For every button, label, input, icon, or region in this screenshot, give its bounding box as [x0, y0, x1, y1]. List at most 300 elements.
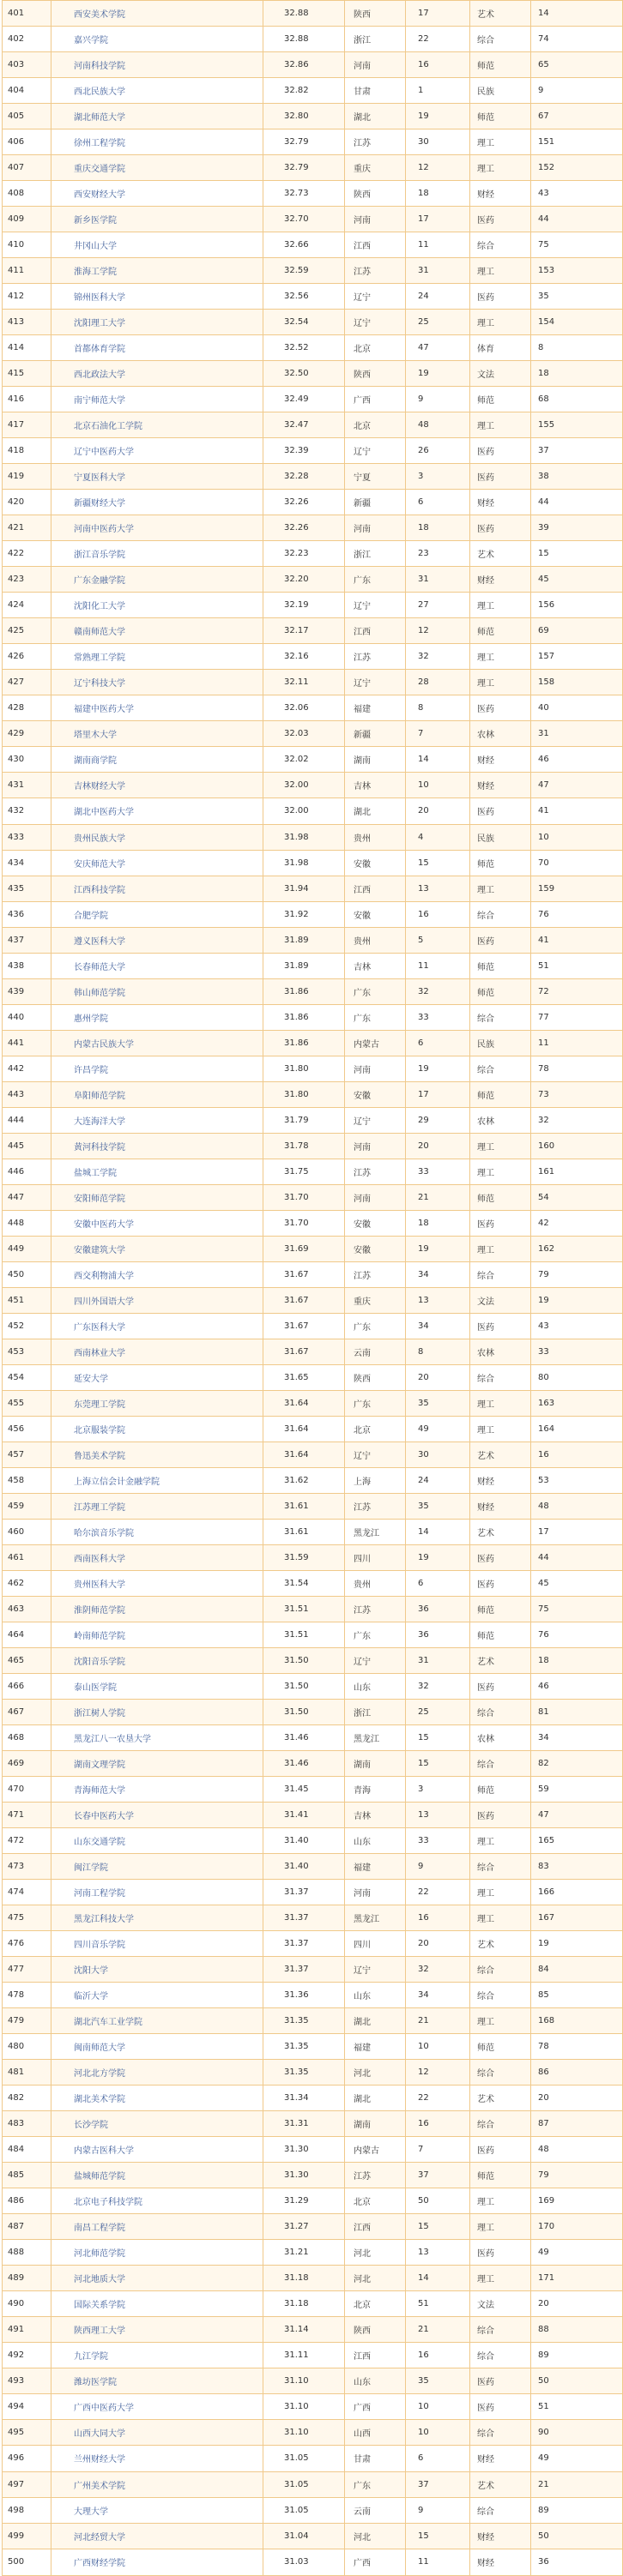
- table-row: [3, 2214, 623, 2240]
- category-rank-cell: 11: [531, 1030, 623, 1056]
- university-name-cell[interactable]: 河南工程学院: [51, 1880, 263, 1905]
- university-name-cell[interactable]: 哈尔滨音乐学院: [51, 1519, 263, 1544]
- score-cell: 32.26: [263, 490, 345, 515]
- province-cell: 山西: [345, 2420, 406, 2446]
- province-rank-cell: 32: [406, 978, 470, 1004]
- table-row: [3, 2317, 623, 2343]
- province-cell: 山东: [345, 1983, 406, 2008]
- university-name-cell[interactable]: 许昌学院: [51, 1056, 263, 1081]
- university-name-cell[interactable]: 大理大学: [51, 2497, 263, 2523]
- score-cell: 31.67: [263, 1261, 345, 1287]
- rank-cell: 459: [3, 1493, 51, 1519]
- university-name-cell[interactable]: 新疆财经大学: [51, 490, 263, 515]
- category-rank-cell: 20: [531, 2085, 623, 2111]
- table-row: [3, 1416, 623, 1441]
- province-cell: 辽宁: [345, 1107, 406, 1133]
- table-row: [3, 104, 623, 129]
- score-cell: 31.40: [263, 1854, 345, 1880]
- university-name-cell[interactable]: 井冈山大学: [51, 232, 263, 258]
- category-cell: 农林: [470, 1107, 531, 1133]
- table-row: [3, 1030, 623, 1056]
- score-cell: 31.92: [263, 901, 345, 927]
- university-name-cell[interactable]: 南宁师范大学: [51, 387, 263, 412]
- category-rank-cell: 19: [531, 1931, 623, 1957]
- university-name-cell[interactable]: 广西中医药大学: [51, 2394, 263, 2420]
- university-name-cell[interactable]: 西安美术学院: [51, 1, 263, 27]
- university-name-cell[interactable]: 西交利物浦大学: [51, 1261, 263, 1287]
- university-name-cell[interactable]: 闽南师范大学: [51, 2034, 263, 2060]
- province-rank-cell: 1: [406, 78, 470, 104]
- university-name-cell[interactable]: 广州美术学院: [51, 2471, 263, 2497]
- university-name-cell[interactable]: 常熟理工学院: [51, 644, 263, 670]
- province-rank-cell: 13: [406, 876, 470, 901]
- score-cell: 31.46: [263, 1725, 345, 1751]
- province-rank-cell: 11: [406, 2549, 470, 2575]
- university-name-cell[interactable]: 吉林财经大学: [51, 773, 263, 798]
- table-row: [3, 2060, 623, 2085]
- university-name-cell[interactable]: 黄河科技学院: [51, 1133, 263, 1159]
- category-rank-cell: 67: [531, 104, 623, 129]
- table-row: [3, 464, 623, 490]
- university-name-cell[interactable]: 新乡医学院: [51, 207, 263, 232]
- category-cell: 医药: [470, 1544, 531, 1570]
- university-name-cell[interactable]: 山西大同大学: [51, 2420, 263, 2446]
- rank-cell: 415: [3, 361, 51, 387]
- rank-cell: 406: [3, 129, 51, 155]
- university-name-cell[interactable]: 山东交通学院: [51, 1828, 263, 1854]
- university-name-cell[interactable]: 闽江学院: [51, 1854, 263, 1880]
- university-name-cell[interactable]: 青海师范大学: [51, 1777, 263, 1803]
- university-name-cell[interactable]: 兰州财经大学: [51, 2446, 263, 2471]
- category-rank-cell: 73: [531, 1081, 623, 1107]
- category-rank-cell: 19: [531, 1287, 623, 1313]
- university-name-cell[interactable]: 宁夏医科大学: [51, 464, 263, 490]
- university-name-cell[interactable]: 北京电子科技学院: [51, 2188, 263, 2214]
- category-rank-cell: 90: [531, 2420, 623, 2446]
- province-rank-cell: 35: [406, 2368, 470, 2394]
- province-cell: 甘肃: [345, 2446, 406, 2471]
- university-name-cell[interactable]: 塔里木大学: [51, 721, 263, 747]
- category-cell: 师范: [470, 953, 531, 978]
- score-cell: 31.31: [263, 2111, 345, 2137]
- category-cell: 理工: [470, 593, 531, 618]
- university-name-cell[interactable]: 岭南师范学院: [51, 1622, 263, 1647]
- category-cell: 理工: [470, 1416, 531, 1441]
- university-name-cell[interactable]: 北京石油化工学院: [51, 412, 263, 438]
- university-name-cell[interactable]: 南昌工程学院: [51, 2214, 263, 2240]
- university-name-cell[interactable]: 嘉兴学院: [51, 27, 263, 52]
- university-name-cell[interactable]: 韩山师范学院: [51, 978, 263, 1004]
- rank-cell: 404: [3, 78, 51, 104]
- university-name-cell[interactable]: 广西财经学院: [51, 2549, 263, 2575]
- rank-cell: 499: [3, 2523, 51, 2549]
- category-rank-cell: 18: [531, 1648, 623, 1674]
- university-name-cell[interactable]: 湖北汽车工业学院: [51, 2008, 263, 2034]
- university-name-cell[interactable]: 四川音乐学院: [51, 1931, 263, 1957]
- province-cell: 湖北: [345, 2085, 406, 2111]
- category-cell: 综合: [470, 1056, 531, 1081]
- rank-cell: 447: [3, 1184, 51, 1210]
- rank-cell: 441: [3, 1030, 51, 1056]
- university-name-cell[interactable]: 湖南文理学院: [51, 1751, 263, 1777]
- table-row: [3, 876, 623, 901]
- rank-cell: 500: [3, 2549, 51, 2575]
- university-name-cell[interactable]: 东莞理工学院: [51, 1390, 263, 1416]
- province-cell: 福建: [345, 2034, 406, 2060]
- table-row: [3, 1803, 623, 1828]
- category-cell: 农林: [470, 1725, 531, 1751]
- university-name-cell[interactable]: 赣南师范大学: [51, 618, 263, 644]
- university-name-cell[interactable]: 徐州工程学院: [51, 129, 263, 155]
- table-row: [3, 721, 623, 747]
- rank-cell: 479: [3, 2008, 51, 2034]
- university-name-cell[interactable]: 安庆师范大学: [51, 850, 263, 876]
- category-rank-cell: 89: [531, 2497, 623, 2523]
- province-rank-cell: 14: [406, 747, 470, 773]
- university-name-cell[interactable]: 内蒙古民族大学: [51, 1030, 263, 1056]
- university-name-cell[interactable]: 贵州民族大学: [51, 824, 263, 850]
- table-row: [3, 181, 623, 207]
- category-cell: 师范: [470, 387, 531, 412]
- category-rank-cell: 51: [531, 953, 623, 978]
- province-rank-cell: 9: [406, 387, 470, 412]
- province-cell: 陕西: [345, 1, 406, 27]
- university-name-cell[interactable]: 西安财经大学: [51, 181, 263, 207]
- category-rank-cell: 76: [531, 1622, 623, 1647]
- table-row: [3, 2291, 623, 2317]
- province-rank-cell: 3: [406, 1777, 470, 1803]
- table-row: [3, 1339, 623, 1364]
- university-name-cell[interactable]: 国际关系学院: [51, 2291, 263, 2317]
- category-rank-cell: 162: [531, 1236, 623, 1261]
- category-rank-cell: 74: [531, 27, 623, 52]
- category-rank-cell: 79: [531, 1261, 623, 1287]
- university-name-cell[interactable]: 阜阳师范学院: [51, 1081, 263, 1107]
- province-rank-cell: 7: [406, 2137, 470, 2163]
- score-cell: 31.05: [263, 2497, 345, 2523]
- category-cell: 医药: [470, 438, 531, 464]
- category-cell: 综合: [470, 1261, 531, 1287]
- province-rank-cell: 6: [406, 490, 470, 515]
- university-name-cell[interactable]: 河南中医药大学: [51, 515, 263, 541]
- category-cell: 理工: [470, 2008, 531, 2034]
- university-name-cell[interactable]: 黑龙江科技大学: [51, 1905, 263, 1931]
- province-rank-cell: 6: [406, 1030, 470, 1056]
- category-rank-cell: 38: [531, 464, 623, 490]
- university-name-cell[interactable]: 九江学院: [51, 2343, 263, 2368]
- score-cell: 31.75: [263, 1159, 345, 1184]
- rank-cell: 442: [3, 1056, 51, 1081]
- rank-cell: 488: [3, 2240, 51, 2266]
- university-name-cell[interactable]: 长春中医药大学: [51, 1803, 263, 1828]
- category-cell: 理工: [470, 1236, 531, 1261]
- university-name-cell[interactable]: 安徽中医药大学: [51, 1210, 263, 1236]
- university-name-cell[interactable]: 安阳师范学院: [51, 1184, 263, 1210]
- university-name-cell[interactable]: 遵义医科大学: [51, 927, 263, 953]
- university-name-cell[interactable]: 沈阳化工大学: [51, 593, 263, 618]
- university-name-cell[interactable]: 沈阳音乐学院: [51, 1648, 263, 1674]
- university-name-cell[interactable]: 河北经贸大学: [51, 2523, 263, 2549]
- table-row: [3, 1519, 623, 1544]
- score-cell: 31.05: [263, 2446, 345, 2471]
- university-name-cell[interactable]: 西南医科大学: [51, 1544, 263, 1570]
- university-name-cell[interactable]: 西北民族大学: [51, 78, 263, 104]
- province-rank-cell: 35: [406, 1390, 470, 1416]
- category-rank-cell: 46: [531, 1674, 623, 1700]
- university-name-cell[interactable]: 长春师范大学: [51, 953, 263, 978]
- category-cell: 财经: [470, 1493, 531, 1519]
- province-rank-cell: 17: [406, 1081, 470, 1107]
- score-cell: 31.34: [263, 2085, 345, 2111]
- province-rank-cell: 15: [406, 2523, 470, 2549]
- university-name-cell[interactable]: 潍坊医学院: [51, 2368, 263, 2394]
- rank-cell: 451: [3, 1287, 51, 1313]
- category-cell: 综合: [470, 2497, 531, 2523]
- province-rank-cell: 10: [406, 2420, 470, 2446]
- table-row: [3, 1467, 623, 1493]
- university-name-cell[interactable]: 合肥学院: [51, 901, 263, 927]
- score-cell: 31.89: [263, 927, 345, 953]
- province-cell: 山东: [345, 2368, 406, 2394]
- university-name-cell[interactable]: 惠州学院: [51, 1004, 263, 1030]
- university-name-cell[interactable]: 湖北中医药大学: [51, 798, 263, 824]
- university-name-cell[interactable]: 福建中医药大学: [51, 695, 263, 721]
- university-name-cell[interactable]: 辽宁科技大学: [51, 670, 263, 695]
- university-name-cell[interactable]: 安徽建筑大学: [51, 1236, 263, 1261]
- category-rank-cell: 32: [531, 1107, 623, 1133]
- score-cell: 31.11: [263, 2343, 345, 2368]
- university-name-cell[interactable]: 盐城工学院: [51, 1159, 263, 1184]
- province-cell: 新疆: [345, 721, 406, 747]
- university-name-cell[interactable]: 淮海工学院: [51, 258, 263, 284]
- province-cell: 江苏: [345, 1493, 406, 1519]
- table-row: [3, 258, 623, 284]
- university-name-cell[interactable]: 沈阳大学: [51, 1957, 263, 1983]
- university-name-cell[interactable]: 陕西理工大学: [51, 2317, 263, 2343]
- score-cell: 31.67: [263, 1313, 345, 1339]
- province-cell: 辽宁: [345, 1957, 406, 1983]
- category-cell: 师范: [470, 978, 531, 1004]
- province-cell: 江西: [345, 618, 406, 644]
- university-name-cell[interactable]: 内蒙古医科大学: [51, 2137, 263, 2163]
- province-rank-cell: 33: [406, 1159, 470, 1184]
- province-cell: 山东: [345, 1828, 406, 1854]
- table-row: [3, 2085, 623, 2111]
- university-name-cell[interactable]: 锦州医科大学: [51, 284, 263, 310]
- category-rank-cell: 83: [531, 1854, 623, 1880]
- score-cell: 31.10: [263, 2368, 345, 2394]
- score-cell: 31.40: [263, 1828, 345, 1854]
- category-rank-cell: 153: [531, 258, 623, 284]
- rank-cell: 418: [3, 438, 51, 464]
- university-name-cell[interactable]: 重庆交通学院: [51, 155, 263, 181]
- category-rank-cell: 50: [531, 2368, 623, 2394]
- rank-cell: 438: [3, 953, 51, 978]
- university-name-cell[interactable]: 四川外国语大学: [51, 1287, 263, 1313]
- university-name-cell[interactable]: 湖北师范大学: [51, 104, 263, 129]
- university-name-cell[interactable]: 浙江树人学院: [51, 1700, 263, 1725]
- category-cell: 医药: [470, 2368, 531, 2394]
- category-cell: 理工: [470, 1133, 531, 1159]
- university-name-cell[interactable]: 江苏理工学院: [51, 1493, 263, 1519]
- province-rank-cell: 51: [406, 2291, 470, 2317]
- province-rank-cell: 19: [406, 361, 470, 387]
- university-name-cell[interactable]: 贵州医科大学: [51, 1570, 263, 1596]
- score-cell: 31.61: [263, 1519, 345, 1544]
- category-cell: 体育: [470, 335, 531, 361]
- rank-cell: 480: [3, 2034, 51, 2060]
- table-row: [3, 27, 623, 52]
- rank-cell: 425: [3, 618, 51, 644]
- university-name-cell[interactable]: 延安大学: [51, 1364, 263, 1390]
- category-rank-cell: 163: [531, 1390, 623, 1416]
- university-name-cell[interactable]: 鲁迅美术学院: [51, 1441, 263, 1467]
- province-rank-cell: 30: [406, 1441, 470, 1467]
- university-name-cell[interactable]: 沈阳理工大学: [51, 310, 263, 335]
- score-cell: 31.35: [263, 2008, 345, 2034]
- province-rank-cell: 31: [406, 1648, 470, 1674]
- province-rank-cell: 16: [406, 901, 470, 927]
- province-cell: 陕西: [345, 181, 406, 207]
- province-rank-cell: 13: [406, 1287, 470, 1313]
- rank-cell: 408: [3, 181, 51, 207]
- table-row: [3, 1133, 623, 1159]
- score-cell: 32.66: [263, 232, 345, 258]
- university-name-cell[interactable]: 黑龙江八一农垦大学: [51, 1725, 263, 1751]
- category-cell: 理工: [470, 876, 531, 901]
- score-cell: 31.46: [263, 1751, 345, 1777]
- university-name-cell[interactable]: 长沙学院: [51, 2111, 263, 2137]
- category-rank-cell: 165: [531, 1828, 623, 1854]
- university-name-cell[interactable]: 河北北方学院: [51, 2060, 263, 2085]
- category-rank-cell: 154: [531, 310, 623, 335]
- university-name-cell[interactable]: 江西科技学院: [51, 876, 263, 901]
- rank-cell: 410: [3, 232, 51, 258]
- university-name-cell[interactable]: 大连海洋大学: [51, 1107, 263, 1133]
- table-row: [3, 1210, 623, 1236]
- province-cell: 陕西: [345, 2317, 406, 2343]
- university-name-cell[interactable]: 河北地质大学: [51, 2266, 263, 2291]
- province-rank-cell: 8: [406, 695, 470, 721]
- score-cell: 32.82: [263, 78, 345, 104]
- category-cell: 理工: [470, 1905, 531, 1931]
- province-cell: 四川: [345, 1544, 406, 1570]
- province-cell: 河北: [345, 2266, 406, 2291]
- province-rank-cell: 37: [406, 2471, 470, 2497]
- rank-cell: 458: [3, 1467, 51, 1493]
- score-cell: 32.03: [263, 721, 345, 747]
- table-row: [3, 1081, 623, 1107]
- category-rank-cell: 43: [531, 181, 623, 207]
- university-name-cell[interactable]: 浙江音乐学院: [51, 541, 263, 567]
- rank-cell: 416: [3, 387, 51, 412]
- province-rank-cell: 28: [406, 670, 470, 695]
- university-name-cell[interactable]: 西南林业大学: [51, 1339, 263, 1364]
- province-rank-cell: 16: [406, 52, 470, 78]
- province-rank-cell: 11: [406, 953, 470, 978]
- university-name-cell[interactable]: 北京服装学院: [51, 1416, 263, 1441]
- rank-cell: 492: [3, 2343, 51, 2368]
- province-rank-cell: 33: [406, 1828, 470, 1854]
- category-cell: 师范: [470, 1596, 531, 1622]
- category-rank-cell: 88: [531, 2317, 623, 2343]
- university-name-cell[interactable]: 西北政法大学: [51, 361, 263, 387]
- rank-cell: 484: [3, 2137, 51, 2163]
- university-name-cell[interactable]: 河南科技学院: [51, 52, 263, 78]
- province-rank-cell: 21: [406, 2008, 470, 2034]
- university-name-cell[interactable]: 首都体育学院: [51, 335, 263, 361]
- university-name-cell[interactable]: 广东金融学院: [51, 567, 263, 593]
- university-name-cell[interactable]: 河北师范学院: [51, 2240, 263, 2266]
- table-row: [3, 1313, 623, 1339]
- table-row: [3, 2266, 623, 2291]
- province-rank-cell: 19: [406, 104, 470, 129]
- score-cell: 31.80: [263, 1056, 345, 1081]
- province-rank-cell: 17: [406, 1, 470, 27]
- province-cell: 陕西: [345, 361, 406, 387]
- university-name-cell[interactable]: 辽宁中医药大学: [51, 438, 263, 464]
- table-row: [3, 284, 623, 310]
- category-cell: 综合: [470, 1751, 531, 1777]
- category-cell: 综合: [470, 1854, 531, 1880]
- province-rank-cell: 4: [406, 824, 470, 850]
- category-rank-cell: 35: [531, 284, 623, 310]
- rank-cell: 487: [3, 2214, 51, 2240]
- province-cell: 北京: [345, 2188, 406, 2214]
- score-cell: 31.45: [263, 1777, 345, 1803]
- rank-cell: 476: [3, 1931, 51, 1957]
- score-cell: 31.21: [263, 2240, 345, 2266]
- table-row: [3, 1184, 623, 1210]
- category-rank-cell: 72: [531, 978, 623, 1004]
- score-cell: 32.47: [263, 412, 345, 438]
- province-rank-cell: 15: [406, 2214, 470, 2240]
- province-cell: 北京: [345, 412, 406, 438]
- university-name-cell[interactable]: 淮阴师范学院: [51, 1596, 263, 1622]
- province-cell: 江苏: [345, 129, 406, 155]
- university-name-cell[interactable]: 临沂大学: [51, 1983, 263, 2008]
- rank-cell: 426: [3, 644, 51, 670]
- university-name-cell[interactable]: 盐城师范学院: [51, 2163, 263, 2188]
- category-rank-cell: 45: [531, 567, 623, 593]
- university-name-cell[interactable]: 广东医科大学: [51, 1313, 263, 1339]
- province-cell: 广西: [345, 2394, 406, 2420]
- university-name-cell[interactable]: 泰山医学院: [51, 1674, 263, 1700]
- score-cell: 31.35: [263, 2034, 345, 2060]
- category-rank-cell: 17: [531, 1519, 623, 1544]
- table-row: [3, 1004, 623, 1030]
- category-cell: 艺术: [470, 541, 531, 567]
- score-cell: 32.88: [263, 1, 345, 27]
- rank-cell: 461: [3, 1544, 51, 1570]
- province-rank-cell: 12: [406, 155, 470, 181]
- category-cell: 师范: [470, 1081, 531, 1107]
- category-cell: 师范: [470, 1622, 531, 1647]
- rank-cell: 446: [3, 1159, 51, 1184]
- university-name-cell[interactable]: 上海立信会计金融学院: [51, 1467, 263, 1493]
- category-cell: 医药: [470, 464, 531, 490]
- university-name-cell[interactable]: 湖南商学院: [51, 747, 263, 773]
- category-cell: 医药: [470, 1210, 531, 1236]
- score-cell: 31.89: [263, 953, 345, 978]
- score-cell: 31.54: [263, 1570, 345, 1596]
- table-row: [3, 1880, 623, 1905]
- rank-cell: 473: [3, 1854, 51, 1880]
- table-row: [3, 1622, 623, 1647]
- university-name-cell[interactable]: 湖北美术学院: [51, 2085, 263, 2111]
- score-cell: 31.50: [263, 1648, 345, 1674]
- province-cell: 贵州: [345, 824, 406, 850]
